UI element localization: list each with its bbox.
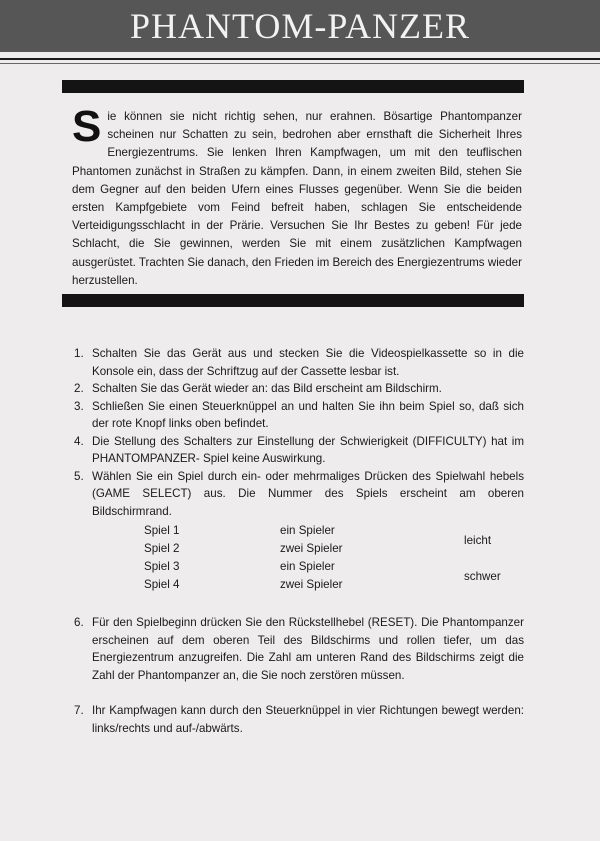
- game-number: Spiel 4: [144, 578, 180, 591]
- item-number: 7.: [74, 704, 84, 717]
- instruction-list: [62, 345, 524, 737]
- player-count: ein Spieler: [280, 524, 335, 537]
- game-row: [144, 576, 444, 594]
- header-rule-fine: [0, 63, 600, 64]
- section-bar-top: [62, 80, 524, 93]
- game-row: [144, 558, 444, 576]
- item-number: 2.: [74, 382, 84, 395]
- item-number: 4.: [74, 434, 84, 448]
- item-number: 3.: [74, 399, 84, 413]
- instruction-item: [62, 345, 524, 380]
- header-rule: [0, 58, 600, 60]
- item-number: 1.: [74, 347, 84, 360]
- instruction-item: [62, 468, 524, 595]
- intro-paragraph: [72, 102, 522, 290]
- drop-cap: S: [72, 102, 102, 151]
- instruction-item: [62, 380, 524, 398]
- intro-text: ie können sie nicht richtig sehen, nur erahnen. Bösartige Phantompanzer scheinen nur Schatten zu sein, bedrohen aber ernsthaft die Sicherheit Ihres Energiezentrums. Sie lenken Ihren Kampfwagen, um mit den teuflischen Phantomen zunächst in Straßen zu kämpfen. Dann, in einem zweiten Bild, stehen Sie dem Gegner auf den beiden Ufern eines Flusses gegenüber. Wenn Sie die beiden ersten Kampfgebiete vom Feind befreit haben, schlagen Sie entscheidende Verteidigungsschlacht in der Prärie. Versuchen Sie Ihr Bestes zu geben! Für jede Schlacht, die Sie gewinnen, werden Sie mit einem zusätzlichen Kampfwagen ausgerüstet. Trachten Sie danach, den Frieden im Bereich des Energiezentrums wieder herzustellen.: [72, 110, 522, 287]
- game-row: [144, 540, 444, 558]
- item-text: Die Stellung des Schalters zur Einstellung der Schwierigkeit (DIFFICULTY) hat im PHANTOMPANZER- Spiel keine Auswirkung.: [92, 434, 524, 465]
- item-text: Schalten Sie das Gerät wieder an: das Bild erscheint am Bildschirm.: [92, 382, 442, 395]
- player-count: zwei Spieler: [280, 542, 343, 555]
- item-text: Für den Spielbeginn drücken Sie den Rückstellhebel (RESET). Die Phantompanzer erscheinen auf dem oberen Teil des Bildschirms und rollen tiefer, um das Energiezentrum anzugreifen. Die Zahl am unteren Rand des Bildschirms zeigt die Zahl der Phantompanzer an, die Sie noch zerstören müssen.: [92, 616, 524, 682]
- item-number: 5.: [74, 469, 84, 483]
- difficulty-hard: schwer: [464, 570, 501, 583]
- section-bar-middle: [62, 294, 524, 307]
- item-text: Schließen Sie einen Steuerknüppel an und halten Sie ihn beim Spiel so, daß sich der rote Knopf links oben befindet.: [92, 399, 524, 430]
- page-title: PHANTOM-PANZER: [129, 6, 471, 46]
- player-count: zwei Spieler: [280, 578, 343, 591]
- game-table: [144, 522, 524, 594]
- instruction-item: [62, 614, 524, 684]
- game-row: [144, 522, 444, 540]
- instruction-item: [62, 702, 524, 737]
- instruction-item: [62, 398, 524, 433]
- item-text: Ihr Kampfwagen kann durch den Steuerknüppel in vier Richtungen bewegt werden: links/rechts und auf-/abwärts.: [92, 704, 524, 735]
- instruction-item: [62, 433, 524, 468]
- item-text: Wählen Sie ein Spiel durch ein- oder mehrmaliges Drücken des Spielwahl hebels (GAME SELECT) aus. Die Nummer des Spiels erscheint am oberen Bildschirmrand.: [92, 469, 524, 518]
- item-number: 6.: [74, 616, 84, 629]
- player-count: ein Spieler: [280, 560, 335, 573]
- list-spacer: [62, 684, 524, 702]
- game-number: Spiel 2: [144, 542, 180, 555]
- difficulty-easy: leicht: [464, 534, 492, 547]
- game-number: Spiel 1: [144, 524, 180, 537]
- item-text: Schalten Sie das Gerät aus und stecken Sie die Videospielkassette so in die Konsole ein, dass der Schriftzug auf der Cassette lesbar ist.: [92, 347, 524, 378]
- header-band: [0, 0, 600, 52]
- game-number: Spiel 3: [144, 560, 180, 573]
- list-spacer: [62, 594, 524, 614]
